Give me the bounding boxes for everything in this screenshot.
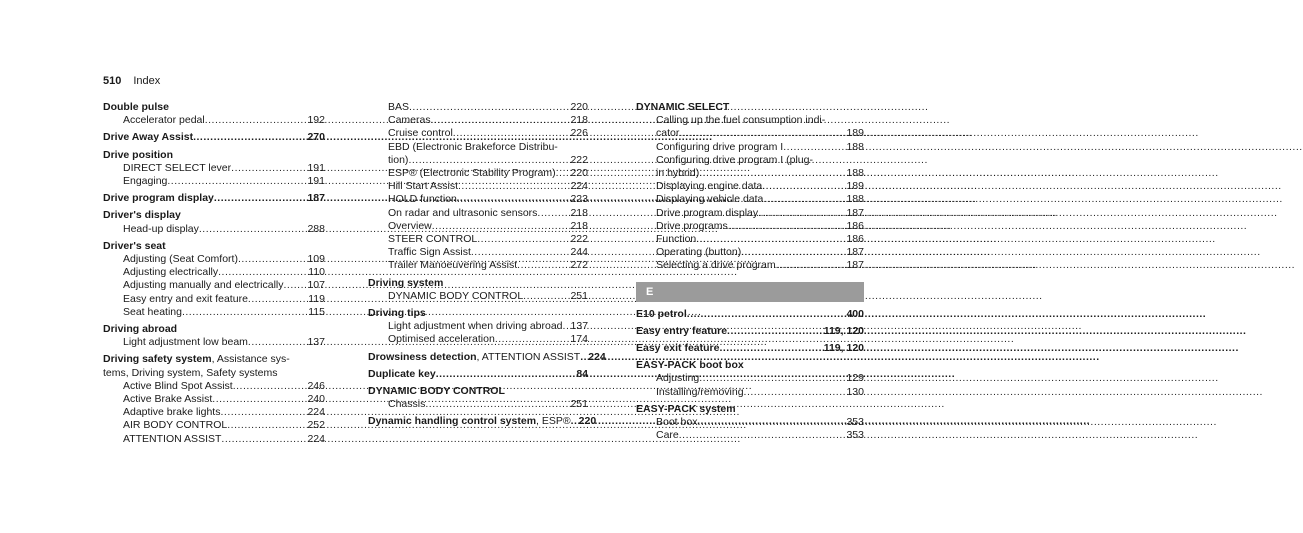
entry-text: Easy entry feature	[636, 324, 728, 337]
entry-text: Driving abroad	[103, 323, 178, 336]
dot-leader	[697, 416, 844, 429]
entry-text: AIR BODY CONTROL	[123, 419, 228, 432]
dot-leader	[537, 207, 568, 220]
index-entry[interactable]	[368, 127, 588, 140]
entry-text: Drive position	[103, 148, 174, 161]
index-entry[interactable]	[103, 419, 325, 432]
index-entry[interactable]	[368, 259, 588, 272]
index-entry[interactable]	[368, 398, 588, 411]
page-ref[interactable]: 191	[307, 175, 325, 188]
entry-text: DYNAMIC BODY CONTROL	[388, 289, 524, 302]
page-ref[interactable]: 224	[588, 350, 606, 363]
index-entry[interactable]	[636, 127, 864, 140]
index-column-1	[103, 101, 325, 446]
page-ref[interactable]: 186	[846, 219, 864, 232]
dot-leader	[284, 279, 306, 292]
page-ref[interactable]: 218	[570, 219, 588, 232]
dot-leader	[495, 333, 569, 346]
entry-text: Operating (button)	[656, 246, 742, 259]
entry-text: tems, Driving system, Safety systems	[103, 366, 278, 379]
entry-text: Trailer Manoeuvering Assist	[388, 259, 518, 272]
entry-text: Adjusting manually and electrically	[123, 279, 284, 292]
index-entry[interactable]	[368, 167, 588, 180]
entry-text: tion)	[388, 153, 409, 166]
entry-text: Configuring drive program I	[656, 140, 784, 153]
page-ref[interactable]: 220	[570, 101, 588, 113]
page-ref[interactable]: 251	[570, 398, 588, 411]
page-ref[interactable]: 187	[846, 206, 864, 219]
page-ref[interactable]: 186	[846, 233, 864, 246]
page-ref[interactable]: 240	[307, 393, 325, 406]
dot-leader	[744, 386, 845, 399]
index-entry[interactable]	[368, 290, 588, 303]
page-ref[interactable]: 223	[570, 193, 588, 206]
entry-text: Active Blind Spot Assist	[123, 379, 233, 392]
dot-leader	[231, 162, 305, 175]
dot-leader	[431, 114, 569, 127]
page-ref[interactable]: 400	[846, 307, 864, 320]
page-ref[interactable]: 110	[308, 266, 325, 279]
entry-text: Drowsiness detection	[368, 350, 477, 363]
entry-text: STEER CONTROL	[388, 233, 478, 246]
page-ref[interactable]: 224	[307, 406, 325, 419]
index-entry[interactable]	[368, 320, 588, 333]
dot-leader	[696, 233, 844, 246]
page-ref[interactable]: 251	[570, 289, 588, 302]
index-entry[interactable]	[103, 266, 325, 279]
entry-text: Adjusting	[656, 372, 700, 385]
dot-leader	[425, 398, 568, 411]
dot-leader	[523, 290, 568, 303]
page-ref[interactable]: 188	[846, 167, 864, 180]
dot-leader	[763, 193, 844, 206]
index-heading[interactable]	[103, 131, 325, 144]
index-heading	[636, 101, 864, 114]
entry-text: Selecting a drive program	[656, 259, 776, 272]
index-entry[interactable]	[368, 193, 588, 206]
dot-leader	[477, 233, 568, 246]
entry-text: Displaying engine data	[656, 180, 763, 193]
index-column-3	[636, 101, 864, 442]
entry-suffix: , Assistance sys-	[211, 353, 290, 366]
index-heading[interactable]	[636, 342, 864, 355]
entry-text: EASY-PACK boot box	[636, 359, 744, 372]
page-ref[interactable]: 119, 120	[823, 324, 864, 337]
entry-text: EBD (Electronic Brakeforce Distribu-	[388, 140, 558, 153]
index-heading	[103, 353, 325, 366]
dot-leader	[687, 308, 845, 321]
dot-leader	[221, 433, 305, 446]
dot-leader	[233, 380, 306, 393]
page-ref[interactable]: 187	[846, 259, 864, 272]
section-letter-bar: E	[636, 282, 864, 302]
index-entry[interactable]	[368, 154, 588, 167]
page-number: 510	[103, 75, 122, 87]
entry-text: Drive Away Assist	[103, 131, 194, 144]
entry-suffix: , ATTENTION ASSIST	[476, 350, 581, 363]
dot-leader	[719, 342, 821, 355]
entry-text: On radar and ultrasonic sensors	[388, 206, 538, 219]
index-entry[interactable]	[103, 306, 325, 319]
dot-leader	[193, 131, 305, 144]
index-entry	[636, 114, 864, 127]
dot-leader	[409, 101, 568, 114]
index-entry[interactable]	[368, 246, 588, 259]
dot-leader	[205, 114, 306, 127]
index-entry[interactable]	[103, 406, 325, 419]
entry-text: Light adjustment low beam	[123, 336, 248, 349]
dot-leader	[679, 127, 844, 140]
index-entry	[636, 154, 864, 167]
page-ref[interactable]: 353	[846, 429, 864, 442]
page-ref[interactable]: 129	[846, 372, 864, 385]
entry-text: cator	[656, 127, 680, 140]
dot-leader	[408, 154, 568, 167]
index-entry[interactable]	[368, 114, 588, 127]
entry-text: Accelerator pedal	[123, 114, 205, 127]
dot-leader	[167, 175, 305, 188]
page-ref[interactable]: 115	[308, 305, 325, 318]
entry-text: Cruise control	[388, 127, 453, 140]
entry-text: EASY-PACK system	[636, 402, 736, 415]
entry-text: Overview	[388, 219, 432, 232]
entry-text: Displaying vehicle data	[656, 193, 764, 206]
page-ref[interactable]: 220	[578, 415, 597, 428]
dot-leader	[436, 368, 575, 381]
dot-leader	[248, 336, 306, 349]
entry-text: Driving tips	[368, 307, 426, 320]
dot-leader	[182, 306, 306, 319]
page-ref[interactable]: 192	[307, 114, 325, 127]
index-entry[interactable]	[636, 372, 864, 385]
index-entry[interactable]	[636, 180, 864, 193]
index-entry[interactable]	[368, 101, 588, 114]
index-heading[interactable]	[368, 368, 588, 381]
index-heading	[103, 240, 325, 253]
entry-text: Drive programs	[656, 219, 728, 232]
dot-leader	[728, 220, 845, 233]
page-ref[interactable]: 187	[846, 246, 864, 259]
page-ref[interactable]: 107	[307, 279, 325, 292]
page-ref[interactable]: 188	[846, 193, 864, 206]
dot-leader	[699, 372, 844, 385]
page-title: Index	[133, 75, 161, 87]
entry-text: Dynamic handling control system	[368, 415, 537, 428]
dot-leader	[758, 207, 844, 220]
dot-leader	[727, 325, 822, 338]
entry-text: Driver's seat	[103, 239, 166, 252]
page-ref[interactable]: 187	[307, 192, 325, 205]
dot-leader	[214, 192, 306, 205]
dot-leader	[432, 220, 569, 233]
page-ref[interactable]: 288	[307, 222, 325, 235]
index-heading	[368, 307, 588, 320]
entry-text: Drive program display	[103, 192, 214, 205]
index-entry[interactable]	[636, 167, 864, 180]
entry-text: DIRECT SELECT lever	[123, 161, 232, 174]
dot-leader	[776, 259, 845, 272]
entry-text: Driver's display	[103, 209, 181, 222]
index-entry	[368, 141, 588, 154]
entry-text: Adaptive brake lights	[123, 406, 221, 419]
dot-leader	[783, 141, 844, 154]
entry-suffix: , ESP®	[536, 415, 571, 428]
page-ref[interactable]: 272	[570, 259, 588, 272]
page-ref[interactable]: 189	[846, 127, 864, 140]
dot-leader	[220, 406, 305, 419]
entry-text: Double pulse	[103, 101, 169, 113]
page-ref[interactable]: 353	[846, 416, 864, 429]
index-entry[interactable]	[368, 207, 588, 220]
index-entry[interactable]	[636, 259, 864, 272]
dot-leader	[248, 293, 306, 306]
dot-leader	[199, 223, 306, 236]
entry-text: DYNAMIC BODY CONTROL	[368, 385, 505, 398]
page-ref[interactable]: 130	[846, 385, 864, 398]
index-entry[interactable]	[636, 246, 864, 259]
index-entry[interactable]	[103, 393, 325, 406]
index-entry[interactable]	[636, 207, 864, 220]
index-heading	[636, 403, 864, 416]
dot-leader	[556, 167, 569, 180]
dot-leader	[471, 246, 569, 259]
index-entry[interactable]	[636, 429, 864, 442]
index-heading[interactable]	[636, 308, 864, 321]
page-ref[interactable]: 174	[570, 333, 588, 346]
entry-text: Head-up display	[123, 222, 199, 235]
page-ref[interactable]: 224	[307, 432, 325, 445]
entry-text: Easy entry and exit feature	[123, 292, 248, 305]
index-entry[interactable]	[103, 336, 325, 349]
entry-text: ESP® (Electronic Stability Program)	[388, 167, 556, 180]
index-entry[interactable]	[636, 193, 864, 206]
index-entry[interactable]	[103, 253, 325, 266]
entry-text: Installing/removing	[656, 385, 744, 398]
index-heading[interactable]	[368, 350, 606, 364]
index-heading[interactable]	[636, 325, 864, 338]
index-heading[interactable]	[103, 192, 325, 205]
entry-text: Hill Start Assist	[388, 180, 459, 193]
entry-text: HOLD function	[388, 193, 457, 206]
page-ref[interactable]: 222	[570, 153, 588, 166]
page-ref[interactable]: 109	[307, 253, 325, 266]
index-heading	[103, 149, 325, 162]
entry-text: Driving safety system	[103, 353, 212, 366]
index-heading	[103, 101, 325, 114]
entry-text: Drive program display	[656, 206, 759, 219]
index-entry[interactable]	[368, 233, 588, 246]
dot-leader	[699, 167, 844, 180]
dot-leader	[453, 127, 569, 140]
index-entry[interactable]	[636, 386, 864, 399]
entry-text: Adjusting electrically	[123, 266, 219, 279]
dot-leader	[741, 246, 844, 259]
page-ref[interactable]: 84	[576, 367, 588, 380]
index-entry[interactable]	[103, 223, 325, 236]
index-heading	[636, 359, 864, 372]
dot-leader	[212, 393, 305, 406]
page-ref[interactable]: 244	[570, 246, 588, 259]
page-ref[interactable]: 246	[307, 379, 325, 392]
index-entry[interactable]	[103, 293, 325, 306]
entry-text: Calling up the fuel consumption indi-	[656, 114, 826, 127]
entry-text: Seat heating	[123, 305, 182, 318]
page-ref[interactable]: 137	[307, 336, 325, 349]
dot-leader	[762, 180, 844, 193]
index-entry[interactable]	[636, 220, 864, 233]
dot-leader	[218, 266, 306, 279]
entry-text: Active Brake Assist	[123, 393, 213, 406]
entry-text: ATTENTION ASSIST	[123, 432, 222, 445]
index-entry[interactable]	[103, 114, 325, 127]
page-header	[103, 75, 160, 87]
entry-text: Care	[656, 429, 679, 442]
index-entry[interactable]	[636, 141, 864, 154]
dot-leader	[227, 419, 305, 432]
index-entry[interactable]	[103, 380, 325, 393]
index-heading	[368, 385, 588, 398]
page-ref[interactable]: 252	[307, 419, 325, 432]
page-ref[interactable]: 224	[570, 180, 588, 193]
index-entry[interactable]	[103, 433, 325, 446]
index-entry[interactable]	[103, 279, 325, 292]
page-ref[interactable]: 270	[307, 131, 325, 144]
index-entry[interactable]	[103, 175, 325, 188]
entry-text: Configuring drive program I (plug-	[656, 153, 813, 166]
entry-text: E10 petrol	[636, 307, 687, 320]
page-ref[interactable]: 218	[570, 114, 588, 127]
index-heading[interactable]	[368, 415, 597, 428]
entry-text: Optimised acceleration	[388, 333, 495, 346]
index-entry[interactable]	[636, 416, 864, 429]
page-ref[interactable]: 218	[570, 206, 588, 219]
index-entry[interactable]	[368, 220, 588, 233]
entry-text: Cameras	[388, 114, 431, 127]
page-ref[interactable]: 220	[570, 167, 588, 180]
index-column-2	[368, 101, 606, 429]
index-entry[interactable]	[368, 180, 588, 193]
page-ref[interactable]: 119	[308, 292, 325, 305]
index-heading	[368, 277, 588, 290]
entry-text: Boot box	[656, 416, 698, 429]
entry-text: Adjusting (Seat Comfort)	[123, 253, 238, 266]
page-ref[interactable]: 137	[570, 320, 589, 333]
index-entry[interactable]	[636, 233, 864, 246]
entry-text: Duplicate key	[368, 367, 436, 380]
entry-text: BAS	[388, 101, 410, 113]
entry-text: in hybrid)	[656, 167, 700, 180]
entry-text: Engaging	[123, 175, 168, 188]
entry-text: Driving system	[368, 276, 444, 289]
page-ref[interactable]: 189	[846, 180, 864, 193]
page-ref[interactable]: 222	[570, 233, 588, 246]
index-heading	[103, 209, 325, 222]
entry-text: Light adjustment when driving abroad	[388, 320, 563, 333]
page-ref[interactable]: 191	[307, 161, 325, 174]
entry-text: Easy exit feature	[636, 342, 720, 355]
entry-text: Traffic Sign Assist	[388, 246, 471, 259]
page-ref[interactable]: 188	[846, 140, 864, 153]
page-ref[interactable]: 119, 120	[823, 342, 864, 355]
dot-leader	[457, 193, 569, 206]
dot-leader	[517, 259, 568, 272]
index-entry[interactable]	[368, 333, 588, 346]
entry-text: DYNAMIC SELECT	[636, 101, 730, 113]
dot-leader	[238, 253, 306, 266]
entry-text: Function	[656, 233, 697, 246]
entry-text: Chassis	[388, 398, 426, 411]
page-ref[interactable]: 226	[570, 127, 588, 140]
index-entry	[103, 367, 325, 380]
dot-leader	[458, 180, 568, 193]
index-heading	[103, 323, 325, 336]
dot-leader	[679, 429, 845, 442]
index-entry[interactable]	[103, 162, 325, 175]
